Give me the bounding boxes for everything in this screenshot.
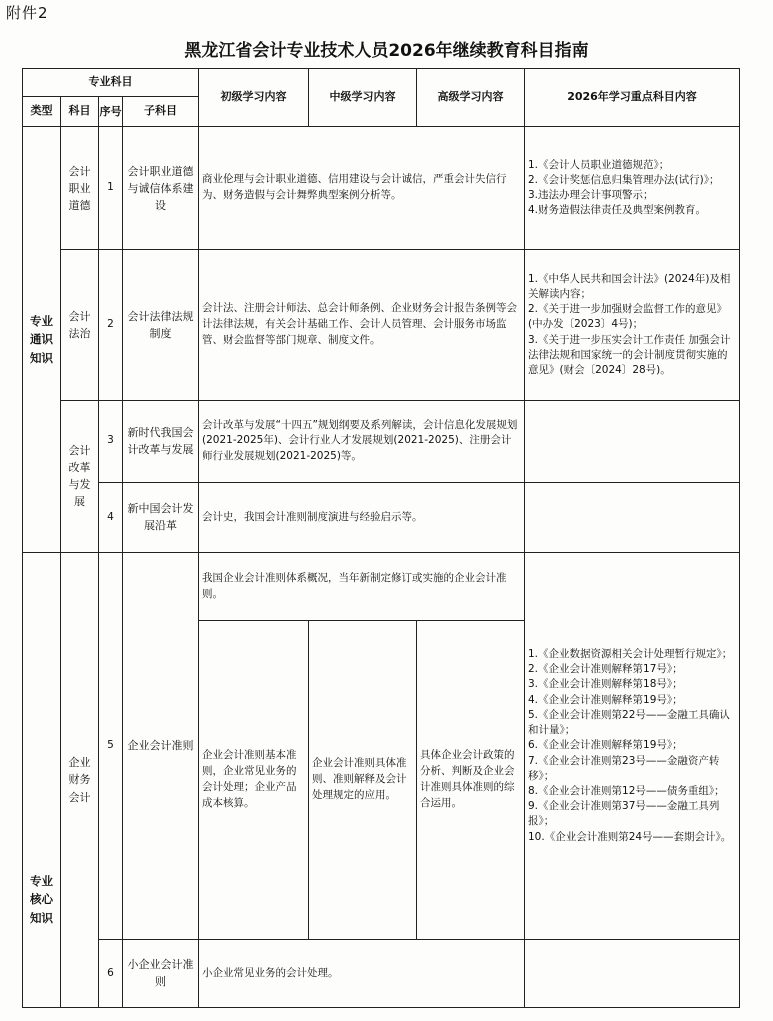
focus-item: 2.《企业会计准则解释第17号》； (528, 663, 683, 676)
seq-cell: 5 (99, 552, 123, 939)
seq-cell: 6 (99, 939, 123, 1007)
focus-cell (525, 552, 740, 939)
focus-item: 3.《企业会计准则解释第18号》； (528, 678, 683, 691)
senior-content-cell: 具体企业会计政策的分析、判断及企业会计准则具体准则的综合运用。 (417, 621, 525, 940)
focus-cell-empty (525, 400, 740, 482)
content-common-cell: 我国企业会计准则体系概况，当年新制定修订或实施的企业会计准则。 (199, 552, 525, 620)
focus-item: 7.《企业会计准则第23号——金融资产转移》； (528, 754, 720, 782)
seq-cell: 1 (99, 127, 123, 250)
sub-subject-cell: 新时代我国会计改革与发展 (123, 400, 199, 482)
subject-law: 会计法治 (61, 250, 99, 400)
content-cell: 商业伦理与会计职业道德、信用建设与会计诚信，严重会计失信行为、财务造假与会计舞弊典型案例分析等。 (199, 127, 525, 250)
seq-cell: 4 (99, 482, 123, 552)
header-focus: 2026年学习重点科目内容 (525, 69, 740, 127)
focus-item: 3.违法办理会计事项警示； (528, 189, 654, 202)
header-type: 类型 (23, 97, 61, 127)
focus-item: 1.《会计人员职业道德规范》； (528, 158, 670, 171)
focus-item: 5.《企业会计准则第22号——金融工具确认和计量》； (528, 708, 730, 737)
focus-cell (525, 250, 740, 400)
header-row-1 (23, 69, 740, 97)
focus-item: 3.《关于进一步压实会计工作责任 加强会计法律法规和国家统一的会计制度贯彻实施的意见》(财会〔2024〕28号)。 (528, 333, 731, 377)
header-group: 专业科目 (23, 69, 199, 97)
sub-subject-cell: 会计职业道德与诚信体系建设 (123, 127, 199, 250)
header-subject: 科目 (61, 97, 99, 127)
focus-item: 2.《会计奖惩信息归集管理办法(试行)》； (528, 174, 720, 187)
seq-cell: 3 (99, 400, 123, 482)
table-row (23, 250, 740, 400)
focus-item: 2.《关于进一步加强财会监督工作的意见》(中办发〔2023〕4号)； (528, 303, 728, 331)
table-row (23, 400, 740, 482)
subject-reform: 会计改革与发展 (61, 400, 99, 552)
focus-cell (525, 127, 740, 250)
header-junior: 初级学习内容 (199, 69, 309, 127)
type-core: 专业核心知识 (23, 552, 61, 1007)
focus-item: 1.《企业数据资源相关会计处理暂行规定》； (528, 647, 733, 660)
attachment-label: 附件2 (6, 4, 49, 22)
header-sub-subject: 子科目 (123, 97, 199, 127)
content-cell: 会计改革与发展“十四五”规划纲要及系列解读，会计信息化发展规划(2021-2025年)、会计行业人才发展规划(2021-2025)、注册会计师行业发展规划(2021-2025)等。 (199, 400, 525, 482)
sub-subject-cell: 会计法律法规制度 (123, 250, 199, 400)
content-cell: 小企业常见业务的会计处理。 (199, 939, 525, 1007)
table-row (23, 552, 740, 620)
focus-item: 1.《中华人民共和国会计法》(2024年)及相关解读内容； (528, 272, 731, 300)
header-intermediate: 中级学习内容 (309, 69, 417, 127)
subject-finance: 企业财务会计 (61, 552, 99, 1007)
header-seq: 序号 (99, 97, 123, 127)
table-row (23, 482, 740, 552)
focus-item: 4.财务造假法律责任及典型案例教育。 (528, 204, 707, 217)
focus-cell-empty (525, 939, 740, 1007)
focus-item: 10.《企业会计准则第24号——套期会计》。 (528, 830, 732, 843)
table-row (23, 939, 740, 1007)
content-cell: 会计史，我国会计准则制度演进与经验启示等。 (199, 482, 525, 552)
focus-item: 6.《企业会计准则解释第19号》； (528, 739, 683, 752)
subject-ethics: 会计职业道德 (61, 127, 99, 250)
type-general: 专业通识知识 (23, 127, 61, 553)
focus-item: 8.《企业会计准则第12号——债务重组》； (528, 784, 725, 797)
header-senior: 高级学习内容 (417, 69, 525, 127)
junior-content-cell: 企业会计准则基本准则，企业常见业务的会计处理；企业产品成本核算。 (199, 621, 309, 940)
seq-cell: 2 (99, 250, 123, 400)
focus-item: 9.《企业会计准则第37号——金融工具列报》； (528, 800, 720, 828)
intermediate-content-cell: 企业会计准则具体准则、准则解释及会计处理规定的应用。 (309, 621, 417, 940)
sub-subject-cell: 小企业会计准则 (123, 939, 199, 1007)
sub-subject-cell: 企业会计准则 (123, 552, 199, 939)
content-cell: 会计法、注册会计师法、总会计师条例、企业财务会计报告条例等会计法律法规，有关会计基础工作、会计人员管理、会计服务市场监管、财会监督等部门规章、制度文件。 (199, 250, 525, 400)
focus-item: 4.《企业会计准则解释第19号》； (528, 693, 683, 706)
sub-subject-cell: 新中国会计发展沿革 (123, 482, 199, 552)
focus-cell-empty (525, 482, 740, 552)
subject-guide-table (22, 68, 740, 1008)
table-row (23, 127, 740, 250)
document-title: 黑龙江省会计专业技术人员2026年继续教育科目指南 (184, 41, 589, 61)
